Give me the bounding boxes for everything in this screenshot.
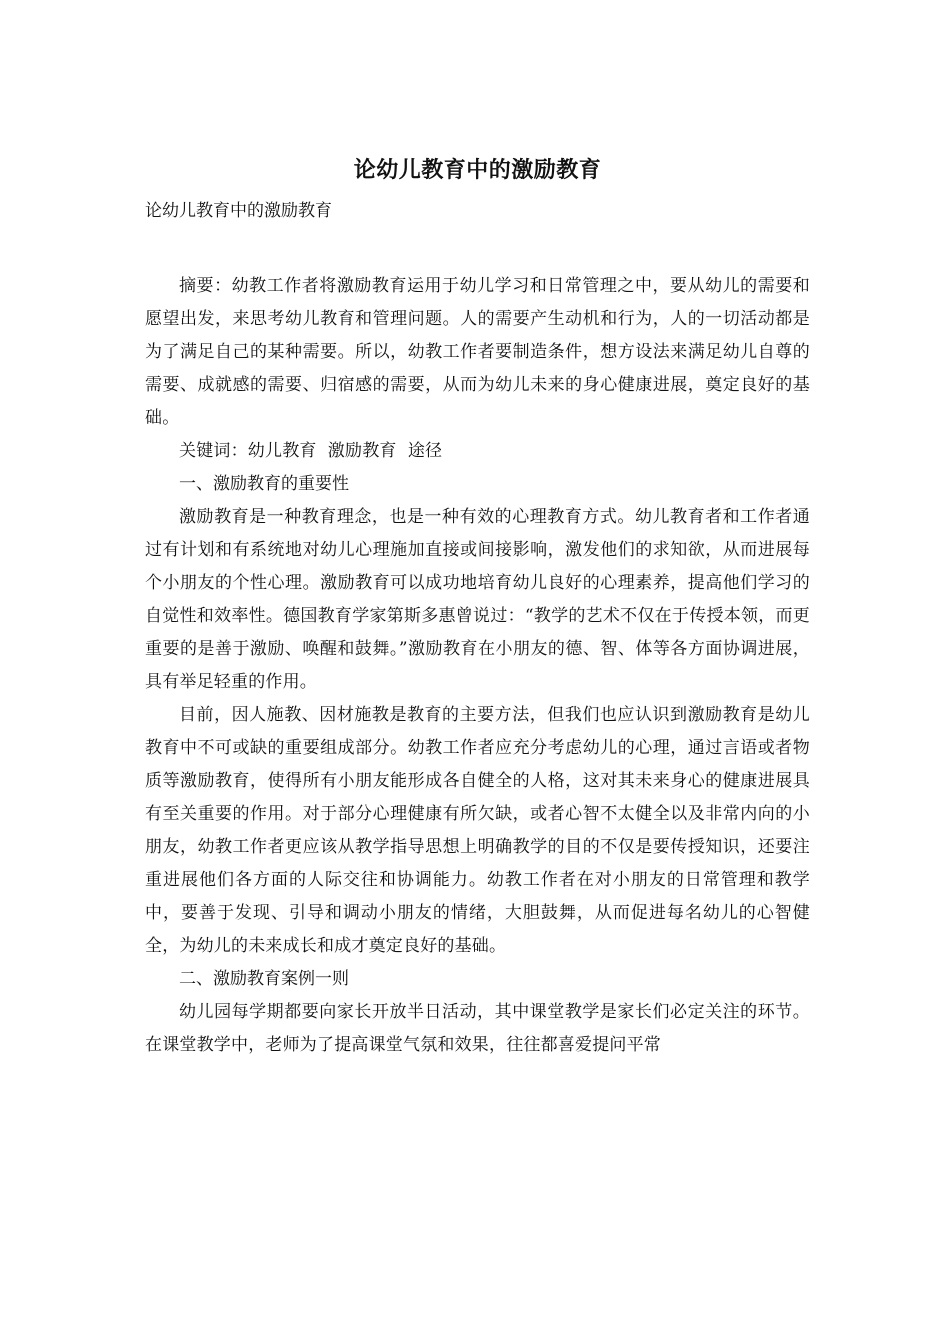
section1-paragraph-1: 激励教育是一种教育理念，也是一种有效的心理教育方式。幼儿教育者和工作者通过有计划和有系统地对幼儿心理施加直接或间接影响，激发他们的求知欲，从而进展每个小朋友的个性心理。激励教育可以成功地培育幼儿良好的心理素养，提高他们学习的自觉性和效率性。德国教育学家第斯多惠曾说过：“教学的艺术不仅在于传授本领，而更重要的是善于激励、唤醒和鼓舞。”激励教育在小朋友的德、智、体等各方面协调进展，具有举足轻重的作用。 <box>145 507 810 692</box>
section-heading-1: 一、激励教育的重要性 <box>179 474 349 494</box>
document-subtitle: 论幼儿教育中的激励教育 <box>145 201 332 221</box>
document-page <box>145 150 810 1062</box>
keywords-line: 关键词：幼儿教育 激励教育 途径 <box>179 441 443 461</box>
section2-paragraph-1: 幼儿园每学期都要向家长开放半日活动，其中课堂教学是家长们必定关注的环节。在课堂教学中，老师为了提高课堂气氛和效果，往往都喜爱提问平常 <box>145 1002 810 1055</box>
section1-paragraph-2: 目前，因人施教、因材施教是教育的主要方法，但我们也应认识到激励教育是幼儿教育中不可或缺的重要组成部分。幼教工作者应充分考虑幼儿的心理，通过言语或者物质等激励教育，使得所有小朋友能形成各自健全的人格，这对其未来身心的健康进展具有至关重要的作用。对于部分心理健康有所欠缺，或者心智不太健全以及非常内向的小朋友，幼教工作者更应该从教学指导思想上明确教学的目的不仅是要传授知识，还要注重进展他们各方面的人际交往和协调能力。幼教工作者在对小朋友的日常管理和教学中，要善于发现、引导和调动小朋友的情绪，大胆鼓舞，从而促进每名幼儿的心智健全，为幼儿的未来成长和成才奠定良好的基础。 <box>145 705 810 956</box>
section-heading-2: 二、激励教育案例一则 <box>179 969 349 989</box>
abstract-paragraph: 摘要：幼教工作者将激励教育运用于幼儿学习和日常管理之中，要从幼儿的需要和愿望出发，来思考幼儿教育和管理问题。人的需要产生动机和行为，人的一切活动都是为了满足自己的某种需要。所以，幼教工作者要制造条件，想方设法来满足幼儿自尊的需要、成就感的需要、归宿感的需要，从而为幼儿未来的身心健康进展，奠定良好的基础。 <box>145 276 810 428</box>
document-title: 论幼儿教育中的激励教育 <box>353 157 602 183</box>
